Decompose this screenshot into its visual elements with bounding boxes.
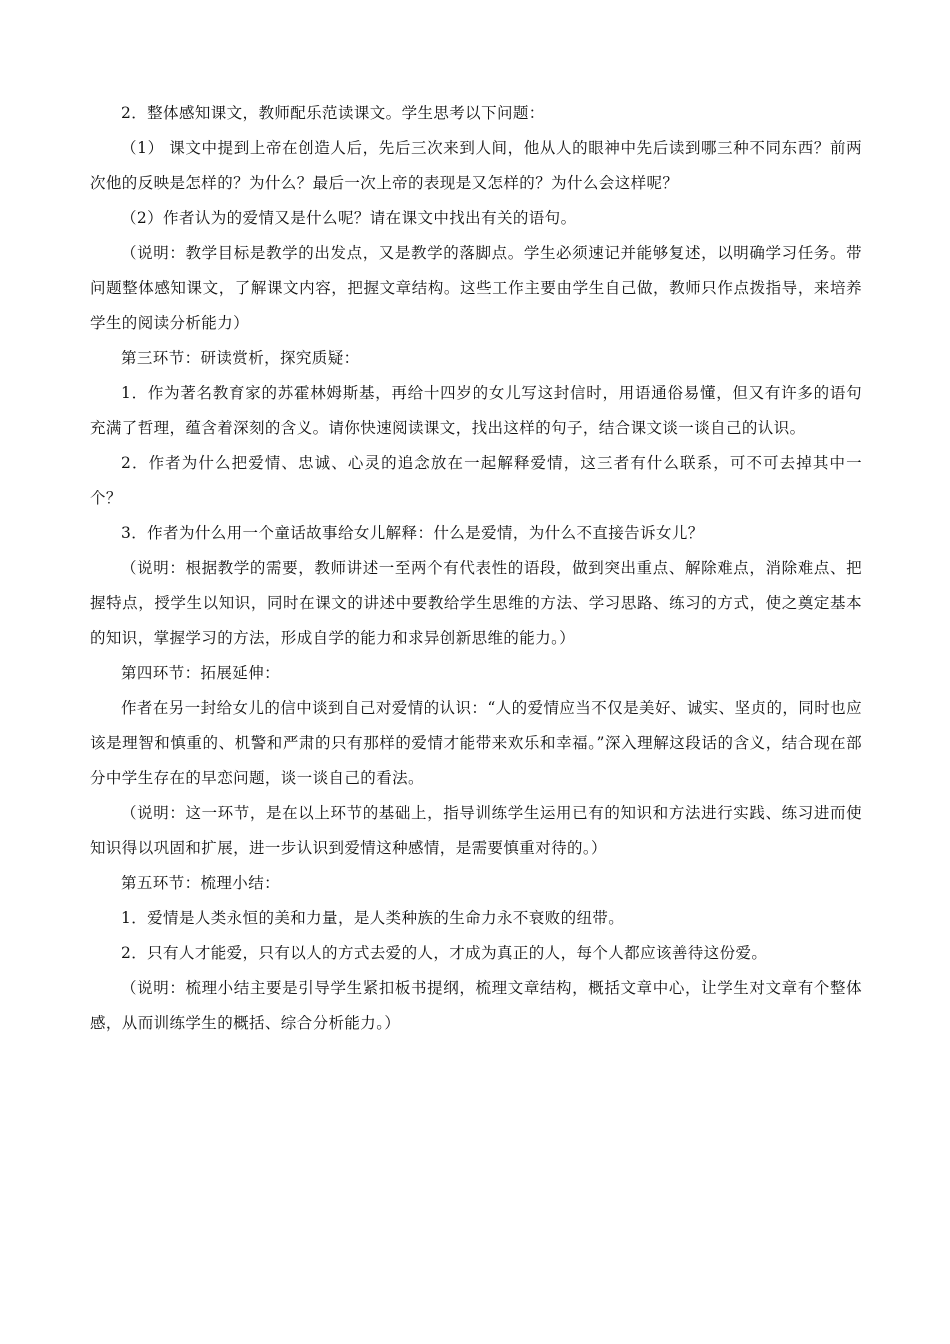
paragraph-5: 1．作为著名教育家的苏霍林姆斯基，再给十四岁的女儿写这封信时，用语通俗易懂，但又有许多的语句充满了哲理，蕴含着深刻的含义。请你快速阅读课文，找出这样的句子，结合课文谈一谈自己的认识。 [90, 384, 862, 437]
paragraph-9: 作者在另一封给女儿的信中谈到自己对爱情的认识：“人的爱情应当不仅是美好、诚实、坚贞的，同时也应该是理智和慎重的、机警和严肃的只有那样的爱情才能带来欢乐和幸福。”深入理解这段话的含义，结合现在部分中学生存在的早恋问题，谈一谈自己的看法。 [90, 699, 862, 787]
paragraph-7: 3．作者为什么用一个童话故事给女儿解释：什么是爱情，为什么不直接告诉女儿？ [121, 524, 704, 542]
section-heading-3: 第三环节：研读赏析，探究质疑： [121, 349, 360, 367]
section-heading-4: 第四环节：拓展延伸： [121, 664, 281, 682]
paragraph-13: （说明：梳理小结主要是引导学生紧扣板书提纲，梳理文章结构，概括文章中心，让学生对文章有个整体感，从而训练学生的概括、综合分析能力。） [90, 979, 862, 1032]
paragraph-8: （说明：根据教学的需要，教师讲述一至两个有代表性的语段，做到突出重点、解除难点，消除难点、把握特点，授学生以知识，同时在课文的讲述中要教给学生思维的方法、学习思路、练习的方式，使之奠定基本的知识，掌握学习的方法，形成自学的能力和求异创新思维的能力。） [90, 559, 862, 647]
paragraph-1: 2．整体感知课文，教师配乐范读课文。学生思考以下问题： [121, 104, 545, 122]
paragraph-6: 2．作者为什么把爱情、忠诚、心灵的追念放在一起解释爱情，这三者有什么联系，可不可去掉其中一个？ [90, 454, 862, 507]
paragraph-4: （说明：教学目标是教学的出发点，又是教学的落脚点。学生必须速记并能够复述，以明确学习任务。带问题整体感知课文，了解课文内容，把握文章结构。这些工作主要由学生自己做，教师只作点拨指导，来培养学生的阅读分析能力） [90, 244, 862, 332]
document-page [90, 96, 862, 1041]
paragraph-11: 1．爱情是人类永恒的美和力量，是人类种族的生命力永不衰败的纽带。 [121, 909, 625, 927]
paragraph-3: （2）作者认为的爱情又是什么呢？请在课文中找出有关的语句。 [121, 209, 577, 227]
paragraph-10: （说明：这一环节，是在以上环节的基础上，指导训练学生运用已有的知识和方法进行实践、练习进而使知识得以巩固和扩展，进一步认识到爱情这种感情，是需要慎重对待的。） [90, 804, 862, 857]
paragraph-12: 2．只有人才能爱，只有以人的方式去爱的人，才成为真正的人，每个人都应该善待这份爱。 [121, 944, 768, 962]
paragraph-2: （1） 课文中提到上帝在创造人后，先后三次来到人间，他从人的眼神中先后读到哪三种不同东西？前两次他的反映是怎样的？为什么？最后一次上帝的表现是又怎样的？为什么会这样呢？ [90, 139, 862, 192]
section-heading-5: 第五环节：梳理小结： [121, 874, 281, 892]
